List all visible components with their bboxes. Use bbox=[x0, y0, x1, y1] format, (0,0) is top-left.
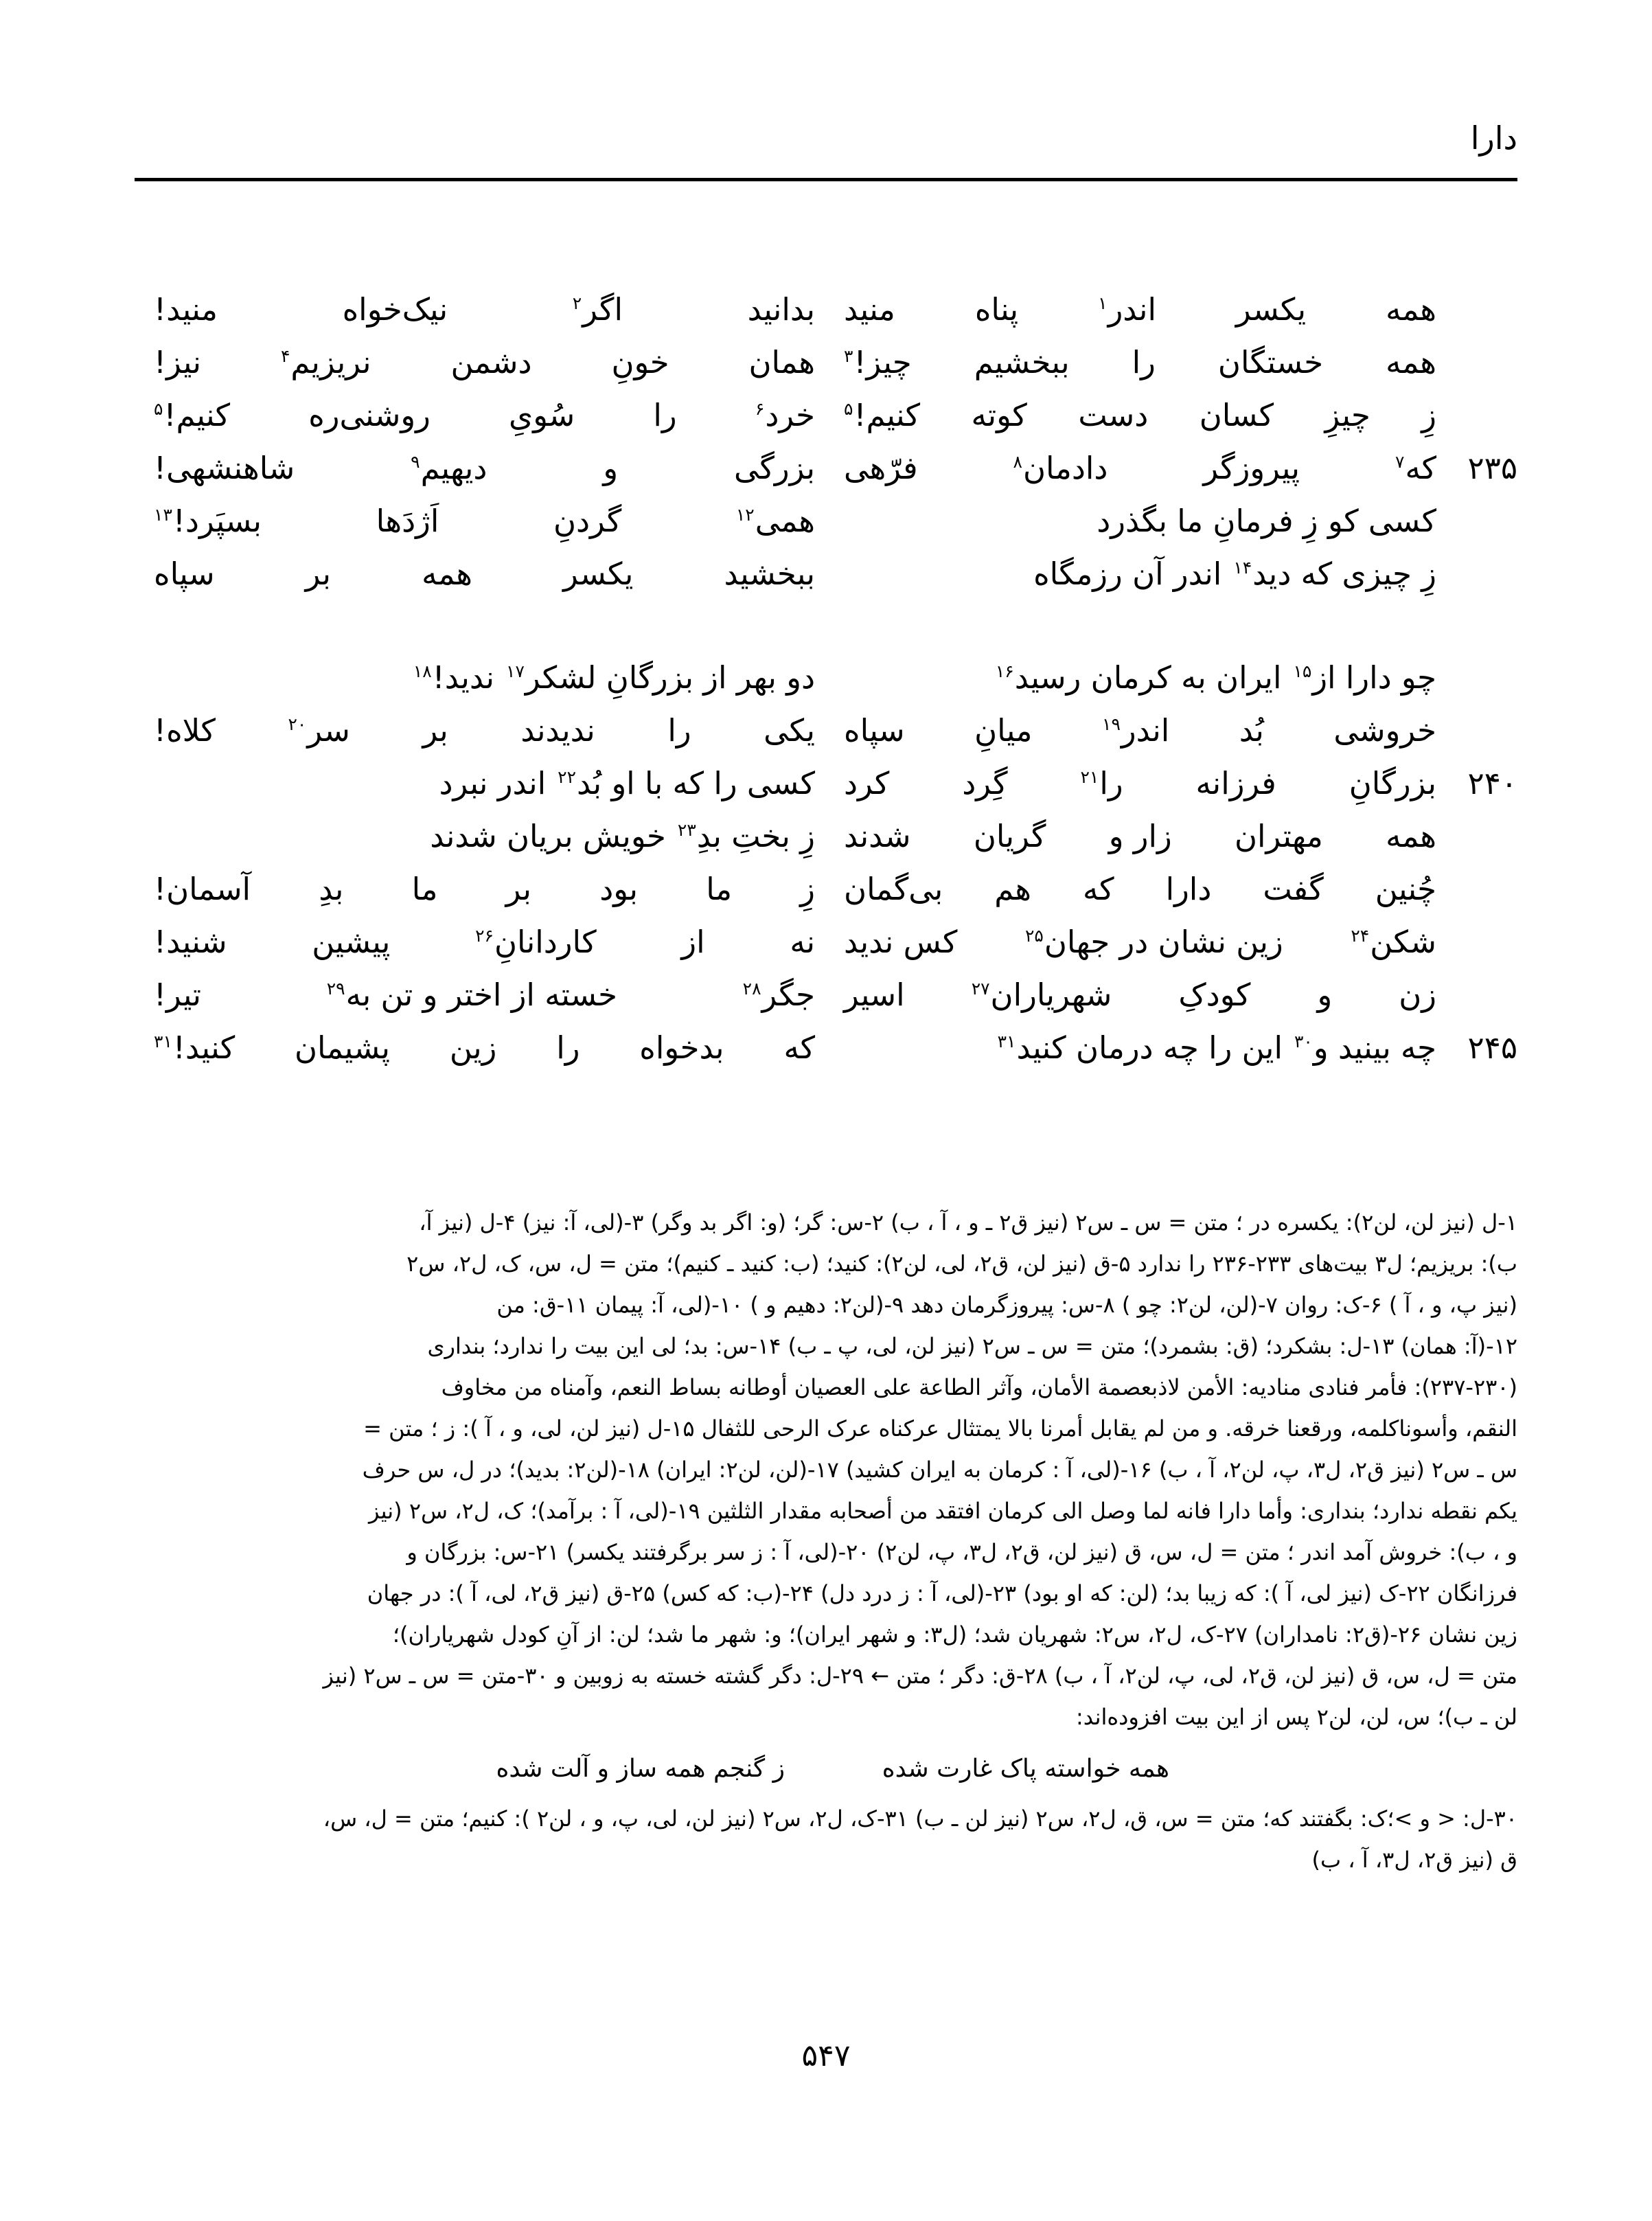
footnote-marker[interactable]: ۲۸ bbox=[742, 979, 761, 999]
hemistich-second-word: زِ bbox=[800, 871, 815, 907]
apparatus-line: (نیز پ، و ، آ ) ۶-ک: روان ٧-(لن، لن٢: چو ) ٨-س: پیروزگرمان دهد ٩-(لن٢: دهیم و ) ١٠-(لی، آ: پیمان ١١-ق: من bbox=[496, 1292, 1517, 1318]
hemistich-first-words bbox=[844, 494, 1436, 547]
hemistich-second bbox=[135, 494, 826, 547]
hemistich-first-word: را$^{۲۱}$ bbox=[1080, 765, 1123, 801]
apparatus-added-verse-hemistich: ز گنجم همه ساز و آلت شده bbox=[496, 1755, 785, 1783]
hemistich-first-word: چیز!$^۳$ bbox=[844, 344, 912, 380]
hemistich-second-word: ندیدند bbox=[520, 712, 595, 749]
hemistich-first-word: دادمان$^۸$ bbox=[1013, 450, 1108, 486]
apparatus-line: ۱-ل (نیز لن، لن٢): یکسره در ؛ متن = س ـ س٢ (نیز ق٢ ـ و ، آ ، ب) ٢-س: گر؛ (و: اگر بد وگر) ٣-(لی، آ: نیز) ۴-ل (نیز آ، bbox=[419, 1209, 1517, 1235]
hemistich-first-words bbox=[844, 915, 1436, 968]
hemistich-first-word: چه بینید و$^{۳۰}$ bbox=[1294, 1029, 1436, 1066]
couplet bbox=[135, 968, 1517, 1021]
hemistich-second-word: بزرگی bbox=[733, 450, 815, 486]
hemistich-first bbox=[826, 863, 1517, 915]
hemistich-second bbox=[135, 651, 826, 704]
hemistich-second-word: کاردانانِ$^{۲۶}$ bbox=[475, 924, 597, 960]
footnote-marker[interactable]: ۸ bbox=[1013, 452, 1022, 472]
hemistich-second bbox=[135, 1021, 826, 1074]
hemistich-first-word: کرد bbox=[844, 765, 890, 801]
hemistich-first-word: هم bbox=[994, 871, 1031, 907]
hemistich-second-word: از bbox=[681, 924, 705, 960]
hemistich-first-words bbox=[844, 389, 1436, 442]
footnote-marker[interactable]: ۲۹ bbox=[326, 979, 345, 999]
hemistich-second-word: را bbox=[556, 1029, 580, 1066]
hemistich-second-word: همه bbox=[422, 556, 472, 592]
footnote-marker[interactable]: ۷ bbox=[1395, 452, 1405, 472]
footnote-marker[interactable]: ۲۰ bbox=[288, 714, 307, 734]
couplet bbox=[135, 442, 1517, 494]
apparatus-criticus bbox=[135, 1202, 1517, 1880]
hemistich-second-word: پشیمان bbox=[294, 1029, 391, 1066]
hemistich-first-words bbox=[844, 651, 1436, 704]
couplet bbox=[135, 494, 1517, 547]
hemistich-second-word: تیر! bbox=[154, 977, 201, 1013]
hemistich-first-word: دارا bbox=[1165, 871, 1212, 907]
hemistich-second-word: پیشین bbox=[312, 924, 391, 960]
hemistich-first-word: مهتران bbox=[1235, 818, 1323, 854]
hemistich-second-words bbox=[154, 442, 815, 494]
hemistich-first-word: کنیم!$^۵$ bbox=[844, 397, 921, 433]
hemistich-first-word: زین نشان در جهان$^{۲۵}$ bbox=[1024, 924, 1283, 960]
hemistich-second-word: بود bbox=[599, 871, 639, 907]
hemistich-second-word: نیک‌خواه bbox=[342, 291, 448, 328]
verse-group bbox=[135, 283, 1517, 600]
footnote-marker[interactable]: ۱۵ bbox=[1293, 661, 1312, 681]
verse-group bbox=[135, 651, 1517, 1074]
hemistich-first-word: همه bbox=[1386, 818, 1436, 854]
apparatus-line: متن = ل، س، ق (نیز لن، ق٢، لی، پ، لن٢، آ ، ب) ٢٨-ق: دگر ؛ متن ← ٢٩-ل: دگر گشته خسته به زوبین و ٣٠-متن = س ـ س٢ (نیز bbox=[323, 1663, 1517, 1689]
footnote-marker[interactable]: ۲۲ bbox=[558, 767, 576, 787]
hemistich-first-word: این را چه درمان کنید$^{۳۱}$ bbox=[997, 1029, 1283, 1066]
footnote-marker[interactable]: ۲۳ bbox=[677, 820, 696, 840]
running-head-rule bbox=[135, 178, 1517, 181]
apparatus-line: النقم، وأسوناکلمه، ورقعنا خرقه. و من لم یقابل أمرنا بالا یمتثال عرکناه عرک الرحی للثفال ١۵-ل (نیز لن، لی، و ، آ ): ز ؛ متن = bbox=[363, 1415, 1517, 1442]
hemistich-second-word: که bbox=[783, 1029, 815, 1066]
hemistich-second-word: ما bbox=[706, 871, 733, 907]
hemistich-first-word: اندر$^{۱۹}$ bbox=[1102, 712, 1170, 749]
apparatus-line: (٢٣٠-٢٣٧): فأمر فنادی منادیه: الأمن لاذبعصمة الأمان، وآثر الطاعة علی العصیان أوطانه بساط النعم، وآمناه من مخاوف bbox=[441, 1374, 1517, 1400]
apparatus-line: س ـ س٢ (نیز ق٢، ل٣، پ، لن٢، آ ، ب) ١۶-(لی، آ : کرمان به ایران کشید) ١٧-(لن، لن٢: ایران) ١٨-(لن٢: بدید)؛ در ل، س حرف bbox=[362, 1457, 1517, 1483]
hemistich-first-word: همه bbox=[1386, 291, 1436, 328]
hemistich-second-word: سُویِ bbox=[509, 397, 575, 433]
hemistich-first-word: زِ چیزی که دید$^{۱۴}$ bbox=[1233, 556, 1436, 592]
hemistich-first-word: شدند bbox=[844, 818, 911, 854]
hemistich-second-word: اگر$^۲$ bbox=[572, 291, 623, 328]
hemistich-second-word: بدانید bbox=[747, 291, 815, 328]
hemistich-second-word: بر bbox=[422, 712, 448, 749]
apparatus-line: ب): بریزیم؛ ل٣ بیت‌های ٢٣٣-٢٣۶ را ندارد ۵-ق (نیز لن، ق٢، لی، لن٢): کنید؛ (ب: کنید ـ کنیم)؛ متن = ل، س، ک، ل٢، س٢ bbox=[406, 1251, 1517, 1277]
hemistich-second-word: شاهنشهی! bbox=[154, 450, 295, 486]
hemistich-second-word: و bbox=[603, 450, 619, 486]
hemistich-second-word: بر bbox=[305, 556, 332, 592]
apparatus-added-verse bbox=[135, 1744, 1517, 1794]
hemistich-first-word: بُد bbox=[1239, 712, 1264, 749]
hemistich-second-word: زِ بختِ بدِ$^{۲۳}$ bbox=[677, 818, 815, 854]
hemistich-first-word: ببخشیم bbox=[974, 344, 1070, 380]
hemistich-first bbox=[826, 915, 1517, 968]
couplet bbox=[135, 915, 1517, 968]
hemistich-first-word: اندر آن رزمگاه bbox=[1033, 556, 1222, 592]
hemistich-second-word: همان bbox=[748, 344, 815, 380]
hemistich-first bbox=[826, 389, 1517, 442]
hemistich-second-word: بدِ bbox=[319, 871, 344, 907]
hemistich-first-word: و bbox=[1317, 977, 1333, 1013]
footnote-marker[interactable]: ۱۶ bbox=[995, 661, 1014, 681]
hemistich-first-word: سپاه bbox=[844, 712, 905, 749]
footnote-marker[interactable]: ۲ bbox=[572, 293, 582, 313]
hemistich-first-word: کوته bbox=[971, 397, 1027, 433]
hemistich-first bbox=[826, 1021, 1517, 1074]
hemistich-first-word: چیزِ bbox=[1324, 397, 1370, 433]
hemistich-first-word: بی‌گمان bbox=[844, 871, 943, 907]
footnote-marker[interactable]: ۱۹ bbox=[1102, 714, 1121, 734]
apparatus-line: فرزانگان ٢٢-ک (نیز لی، آ ): که زیبا بد؛ (لن: که او بود) ٢٣-(لی، آ : ز درد دل) ٢۴-(ب: که کس) ٢۵-ق (نیز ق٢، لی، آ ): در جهان bbox=[367, 1580, 1517, 1606]
footnote-marker[interactable]: ۵ bbox=[154, 399, 163, 419]
hemistich-second-word: اَژدَها bbox=[376, 503, 439, 539]
apparatus-line: یکم نقطه ندارد؛ بنداری: وأما دارا فانه لما وصل الی کرمان افتقد من أصحابه مقدار الثلثین ١٩-(لی، آ : برآمد)؛ ک، ل٢، س٢ (نیز bbox=[368, 1498, 1517, 1524]
hemistich-first-word: چُنین bbox=[1375, 871, 1436, 907]
hemistich-first-word: کس ندید bbox=[844, 924, 958, 960]
hemistich-second-words bbox=[154, 547, 815, 600]
hemistich-first-word: گِرد bbox=[962, 765, 1008, 801]
hemistich-second-word: دشمن bbox=[450, 344, 532, 380]
hemistich-second-words bbox=[154, 863, 815, 915]
hemistich-first-words bbox=[844, 757, 1436, 810]
hemistich-first-words bbox=[844, 547, 1436, 600]
hemistich-first-word: پناه bbox=[974, 291, 1019, 328]
folio-number: ۵۴۷ bbox=[801, 2038, 851, 2073]
running-head bbox=[135, 119, 1517, 181]
hemistich-second bbox=[135, 704, 826, 757]
hemistich-first-word: خستگان bbox=[1217, 344, 1324, 380]
hemistich-second-word: کنیم!$^۵$ bbox=[154, 397, 231, 433]
footnote-marker[interactable]: ۳۱ bbox=[154, 1032, 172, 1051]
hemistich-second-word: روشنی‌ره bbox=[308, 397, 431, 433]
couplet bbox=[135, 810, 1517, 863]
couplet bbox=[135, 863, 1517, 915]
hemistich-second-word: اندر نبرد bbox=[439, 765, 547, 801]
hemistich-first-word: کودکِ bbox=[1178, 977, 1251, 1013]
footnote-marker[interactable]: ۴ bbox=[280, 346, 290, 366]
apparatus-line: و ، ب): خروش آمد اندر ؛ متن = ل، س، ق (نیز لن، ق٢، ل٣، پ، لن٢) ٢٠-(لی، آ : ز سر برگرفتند یکسر) ٢١-س: بزرگان و bbox=[406, 1539, 1517, 1565]
hemistich-first bbox=[826, 704, 1517, 757]
hemistich-second-words bbox=[154, 283, 815, 336]
couplet bbox=[135, 704, 1517, 757]
hemistich-second-words bbox=[154, 810, 815, 863]
footnote-marker[interactable]: ۲۵ bbox=[1024, 926, 1044, 946]
hemistich-first-word: اندر$^۱$ bbox=[1098, 291, 1156, 328]
hemistich-first-word: پیروزگر bbox=[1203, 450, 1300, 486]
hemistich-second-words bbox=[154, 651, 815, 704]
hemistich-first bbox=[826, 283, 1517, 336]
hemistich-second-word: آسمان! bbox=[154, 871, 251, 907]
footnote-marker[interactable]: ۱۷ bbox=[506, 661, 525, 681]
hemistich-second-word: ما bbox=[411, 871, 438, 907]
hemistich-second-word: ببخشید bbox=[724, 556, 815, 592]
hemistich-second-word: همی$^{۱۲}$ bbox=[735, 503, 815, 539]
couplet bbox=[135, 547, 1517, 600]
couplet bbox=[135, 651, 1517, 704]
hemistich-second-word: ندید!$^{۱۸}$ bbox=[413, 659, 495, 696]
hemistich-second-word: خرد$^۶$ bbox=[755, 397, 815, 433]
hemistich-first-word: کسان bbox=[1199, 397, 1274, 433]
hemistich-second-word: سر$^{۲۰}$ bbox=[288, 712, 350, 749]
footnote-marker[interactable]: ۱۲ bbox=[735, 505, 755, 525]
hemistich-second-word: سپاه bbox=[154, 556, 215, 592]
hemistich-first-words bbox=[844, 336, 1436, 389]
hemistich-second-word: را bbox=[667, 712, 691, 749]
hemistich-second-words bbox=[154, 1021, 815, 1074]
hemistich-second-word: بر bbox=[505, 871, 532, 907]
hemistich-second-word: زین bbox=[449, 1029, 497, 1066]
hemistich-first-word: زار و bbox=[1108, 818, 1172, 854]
hemistich-first-word: یکسر bbox=[1235, 291, 1307, 328]
footnote-marker[interactable]: ۹ bbox=[411, 452, 420, 472]
hemistich-second-word: یکسر bbox=[563, 556, 634, 592]
hemistich-second-word: نیز! bbox=[154, 344, 202, 380]
footnote-marker[interactable]: ۳۱ bbox=[997, 1032, 1016, 1051]
hemistich-second bbox=[135, 283, 826, 336]
footnote-marker[interactable]: ۱۳ bbox=[154, 505, 172, 525]
apparatus-line: ٣٠-ل: < و >؛ک: بگفتند که؛ متن = س، ق، ل٢، س٢ (نیز لن ـ ب) ٣١-ک، ل٢، س٢ (نیز لن، لی، پ، و ، لن٢ ): کنیم؛ متن = ل، س، bbox=[323, 1806, 1517, 1832]
footnote-marker[interactable]: ۲۱ bbox=[1080, 767, 1099, 787]
hemistich-second-words bbox=[154, 494, 815, 547]
footnote-marker[interactable]: ۱۸ bbox=[413, 661, 432, 681]
hemistich-second bbox=[135, 810, 826, 863]
hemistich-second-word: نه bbox=[790, 924, 815, 960]
apparatus-added-verse-hemistich: همه خواسته پاک غارت شده bbox=[882, 1755, 1169, 1783]
verse-number: ۲۳۵ bbox=[1467, 450, 1517, 486]
hemistich-first-words bbox=[844, 704, 1436, 757]
apparatus-line: ق (نیز ق٢، ل٣، آ ، ب) bbox=[1311, 1847, 1517, 1873]
hemistich-second bbox=[135, 863, 826, 915]
footnote-marker[interactable]: ۱۴ bbox=[1233, 558, 1252, 578]
hemistich-first bbox=[826, 547, 1517, 600]
hemistich-second bbox=[135, 547, 826, 600]
hemistich-first-word: شهریاران$^{۲۷}$ bbox=[971, 977, 1112, 1013]
footnote-marker[interactable]: ۳۰ bbox=[1294, 1032, 1313, 1051]
hemistich-first-words bbox=[844, 863, 1436, 915]
footnote-marker[interactable]: ۲۷ bbox=[971, 979, 990, 999]
couplet bbox=[135, 389, 1517, 442]
hemistich-first-word: کسی کو زِ فرمانِ ما بگذرد bbox=[1097, 503, 1436, 539]
verse-group-gap bbox=[135, 600, 1517, 651]
apparatus-line: زین نشان ٢۶-(ق٢: نامداران) ٢٧-ک، ل٢، س٢: شهریان شد؛ (ل٣: و شهر ایران)؛ و: شهر ما شد؛ لن: از آنِ کودل شهریاران)؛ bbox=[392, 1621, 1517, 1648]
footnote-marker[interactable]: ۳ bbox=[844, 346, 853, 366]
footnote-marker[interactable]: ۵ bbox=[844, 399, 853, 419]
hemistich-second-words bbox=[154, 336, 815, 389]
couplet bbox=[135, 757, 1517, 810]
hemistich-first-word: فرزانه bbox=[1195, 765, 1276, 801]
hemistich-first bbox=[826, 494, 1517, 547]
couplet bbox=[135, 336, 1517, 389]
hemistich-first-word: فرّهی bbox=[844, 450, 918, 486]
hemistich-first-word: منید bbox=[844, 291, 895, 328]
hemistich-second-words bbox=[154, 915, 815, 968]
hemistich-first-word: چو دارا از$^{۱۵}$ bbox=[1293, 659, 1436, 696]
hemistich-second bbox=[135, 442, 826, 494]
verse-number: ۲۴۰ bbox=[1467, 765, 1517, 801]
verse-block bbox=[135, 283, 1517, 1074]
hemistich-second-word: خسته از اختر و تن به$^{۲۹}$ bbox=[326, 977, 617, 1013]
footnote-marker[interactable]: ۲۶ bbox=[475, 926, 494, 946]
hemistich-first-word: را bbox=[1132, 344, 1156, 380]
hemistich-first bbox=[826, 336, 1517, 389]
verse-number: ۲۴۵ bbox=[1467, 1029, 1517, 1066]
footnote-marker[interactable]: ۶ bbox=[755, 399, 765, 419]
hemistich-second-word: خونِ bbox=[611, 344, 669, 380]
hemistich-second-word: را bbox=[653, 397, 677, 433]
hemistich-second-word: کسی را که با او بُد$^{۲۲}$ bbox=[558, 765, 815, 801]
hemistich-second-word: نریزیم$^۴$ bbox=[280, 344, 371, 380]
hemistich-second-word: بدخواه bbox=[639, 1029, 724, 1066]
hemistich-second-words bbox=[154, 389, 815, 442]
hemistich-first bbox=[826, 442, 1517, 494]
hemistich-first-word: ایران به کرمان رسید$^{۱۶}$ bbox=[995, 659, 1282, 696]
hemistich-second-word: جگر$^{۲۸}$ bbox=[742, 977, 815, 1013]
hemistich-first-word: زِ bbox=[1421, 397, 1436, 433]
hemistich-second-word: منید! bbox=[154, 291, 218, 328]
hemistich-second-word: دو بهر از بزرگانِ لشکر$^{۱۷}$ bbox=[506, 659, 815, 696]
hemistich-first bbox=[826, 651, 1517, 704]
hemistich-first-words bbox=[844, 442, 1436, 494]
hemistich-second-words bbox=[154, 968, 815, 1021]
hemistich-first bbox=[826, 810, 1517, 863]
apparatus-line: لن ـ ب)؛ س، لن، لن٢ پس از این بیت افزوده‌اند: bbox=[1076, 1704, 1517, 1730]
hemistich-first-words bbox=[844, 968, 1436, 1021]
running-head-title: دارا bbox=[1470, 119, 1517, 157]
hemistich-first-word: زن bbox=[1399, 977, 1436, 1013]
couplet bbox=[135, 1021, 1517, 1074]
hemistich-first-word: اسیر bbox=[844, 977, 905, 1013]
hemistich-second-word: کنید!$^{۳۱}$ bbox=[154, 1029, 236, 1066]
hemistich-first-word: دست bbox=[1078, 397, 1149, 433]
hemistich-second-word: یکی bbox=[764, 712, 815, 749]
hemistich-first-word: که bbox=[1083, 871, 1114, 907]
hemistich-second bbox=[135, 389, 826, 442]
hemistich-second bbox=[135, 757, 826, 810]
hemistich-second bbox=[135, 915, 826, 968]
hemistich-first-word: همه bbox=[1386, 344, 1436, 380]
hemistich-second-words bbox=[154, 757, 815, 810]
hemistich-second-word: دیهیم$^۹$ bbox=[411, 450, 487, 486]
hemistich-second-word: کلاه! bbox=[154, 712, 216, 749]
footnote-marker[interactable]: ۱ bbox=[1098, 293, 1108, 313]
hemistich-second bbox=[135, 336, 826, 389]
hemistich-second-word: خویش بریان شدند bbox=[430, 818, 666, 854]
hemistich-first-words bbox=[844, 810, 1436, 863]
footnote-marker[interactable]: ۲۴ bbox=[1351, 926, 1370, 946]
couplet bbox=[135, 283, 1517, 336]
hemistich-first bbox=[826, 757, 1517, 810]
hemistich-first-word: بزرگانِ bbox=[1349, 765, 1436, 801]
hemistich-first-word: میانِ bbox=[974, 712, 1033, 749]
hemistich-first-word: خروشی bbox=[1333, 712, 1436, 749]
hemistich-first bbox=[826, 968, 1517, 1021]
hemistich-second-words bbox=[154, 704, 815, 757]
hemistich-first-word: گفت bbox=[1263, 871, 1324, 907]
hemistich-first-word: گریان bbox=[973, 818, 1046, 854]
hemistich-first-words bbox=[844, 1021, 1436, 1074]
apparatus-line: ١٢-(آ: همان) ١٣-ل: بشکرد؛ (ق: بشمرد)؛ متن = س ـ س٢ (نیز لن، لی، پ ـ ب) ١۴-س: بد؛ لی این بیت را ندارد؛ بنداری bbox=[427, 1333, 1517, 1359]
hemistich-second-word: گردنِ bbox=[553, 503, 622, 539]
hemistich-first-word: شکن$^{۲۴}$ bbox=[1351, 924, 1436, 960]
hemistich-second bbox=[135, 968, 826, 1021]
hemistich-second-word: بسپَرد!$^{۱۳}$ bbox=[154, 503, 262, 539]
hemistich-second-word: شنید! bbox=[154, 924, 227, 960]
hemistich-first-words bbox=[844, 283, 1436, 336]
hemistich-first-word: که$^۷$ bbox=[1395, 450, 1436, 486]
